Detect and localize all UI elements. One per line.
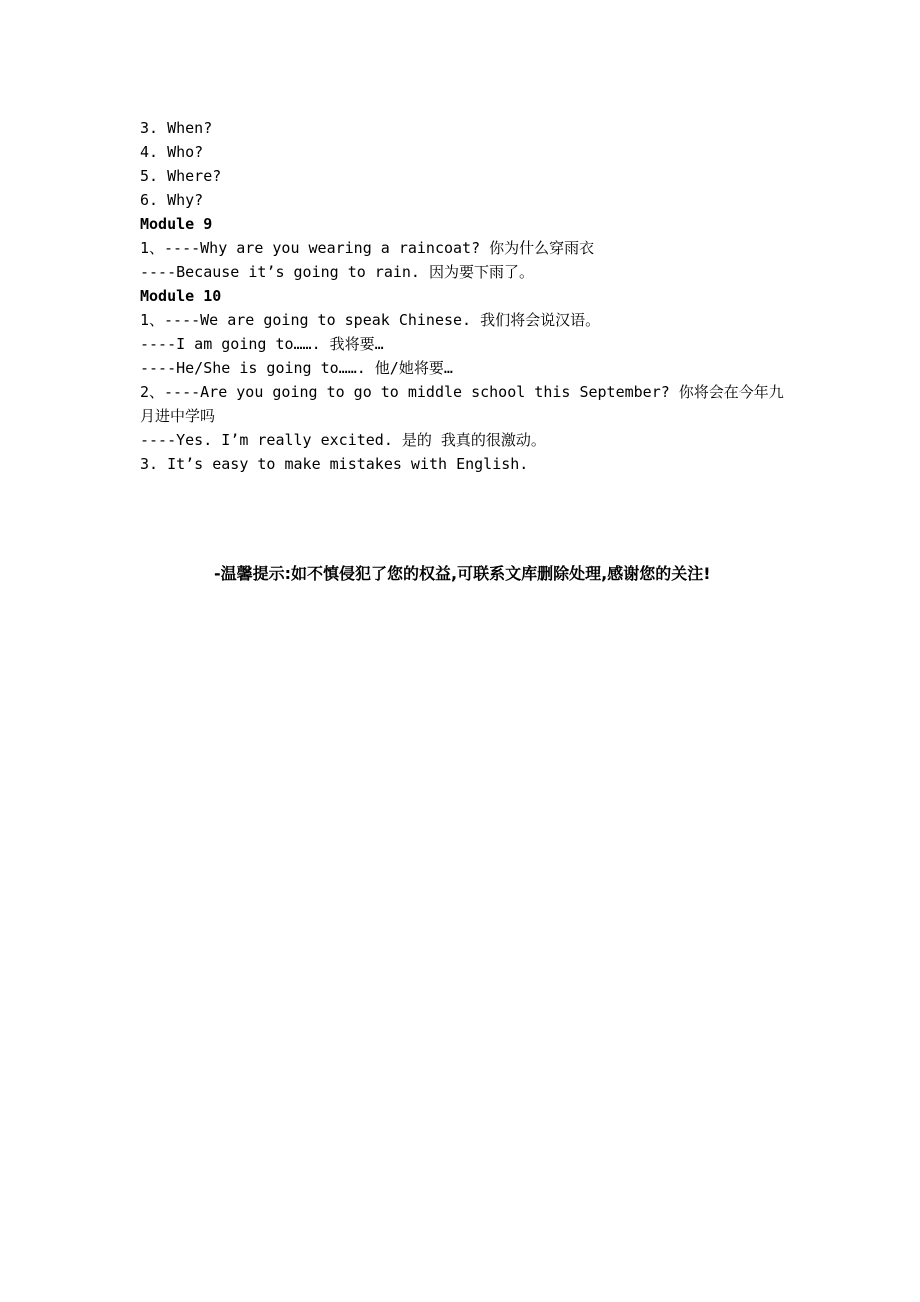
list-item: 5. Where? xyxy=(140,167,222,185)
copyright-notice: -温馨提示:如不慎侵犯了您的权益,可联系文库删除处理,感谢您的关注! xyxy=(214,564,711,583)
dialogue-line: 1、----We are going to speak Chinese. 我们将会说汉语。 xyxy=(140,311,601,329)
list-item: 6. Why? xyxy=(140,191,204,209)
dialogue-line: 2、----Are you going to go to middle school this September? 你将会在今年九月进中学吗 xyxy=(140,383,784,425)
dialogue-line: ----I am going to……. 我将要… xyxy=(140,335,384,353)
module-10-heading: Module 10 xyxy=(140,287,222,305)
module-9-heading: Module 9 xyxy=(140,215,213,233)
dialogue-line: ----Yes. I’m really excited. 是的 我真的很激动。 xyxy=(140,431,546,449)
document-body xyxy=(140,116,790,476)
dialogue-line: 3. It’s easy to make mistakes with English. xyxy=(140,455,529,473)
dialogue-line: ----Because it’s going to rain. 因为要下雨了。 xyxy=(140,263,534,281)
dialogue-line: 1、----Why are you wearing a raincoat? 你为什么穿雨衣 xyxy=(140,239,595,257)
dialogue-line: ----He/She is going to……. 他/她将要… xyxy=(140,359,453,377)
list-item: 4. Who? xyxy=(140,143,204,161)
list-item: 3. When? xyxy=(140,119,213,137)
